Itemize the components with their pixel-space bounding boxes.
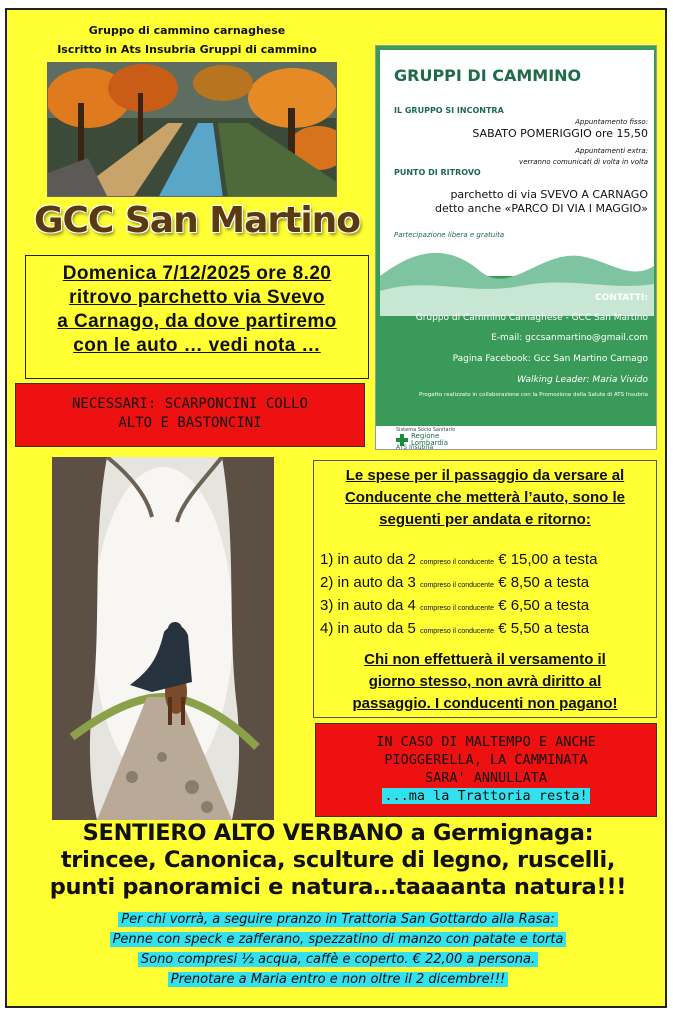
- registered-line: Iscritto in Ats Insubria Gruppi di cammino: [57, 43, 317, 56]
- bad-weather-box: [315, 723, 657, 817]
- costs-heading-2: Conducente che metterà l’auto, sono le: [344, 489, 626, 506]
- lunch-line-1: Per chi vorrà, a seguire pranzo in Trattoria San Gottardo alla Rasa:: [118, 912, 557, 927]
- cost-row: 3) in auto da 4 compreso il conducente € 6,50 a testa: [320, 597, 590, 614]
- meeting-line: ritrovo parchetto via Svevo: [69, 287, 325, 308]
- trattoria-note: ...ma la Trattoria resta!: [384, 788, 588, 804]
- route-headline: SENTIERO ALTO VERBANO a Germignaga: trincee, Canonica, sculture di legno, ruscelli, punti panoramici e natura…taaaanta natura!!!: [49, 820, 627, 900]
- required-line-1: NECESSARI: SCARPONCINI COLLO: [71, 396, 308, 412]
- group-name: Gruppo di cammino carnaghese: [88, 24, 286, 37]
- required-gear-box: [15, 383, 365, 447]
- flyer: [5, 8, 667, 1008]
- fixed-label: Appuntamento fisso:: [575, 118, 648, 126]
- contact-facebook: Pagina Facebook: Gcc San Martino Carnago: [452, 354, 648, 364]
- lunch-info: [7, 910, 669, 990]
- lunch-line-4: Prenotare a Maria entro e non oltre il 2 dicembre!!!: [168, 972, 509, 987]
- rider-in-forest-image: [52, 457, 274, 820]
- location-line: a Carnago, da dove partiremo: [57, 311, 337, 332]
- cost-row: 2) in auto da 3 compreso il conducente € 8,50 a testa: [320, 574, 590, 591]
- costs-heading-1: Le spese per il passaggio da versare al: [345, 467, 625, 484]
- walking-group-poster: [375, 45, 657, 450]
- project-note: Progetto realizzato in collaborazione con la Promozione della Salute di ATS Insubria: [419, 392, 648, 398]
- costs-footer: Chi non effettuerà il versamento il giorno stesso, non avrà diritto al passaggio. I conducenti non pagano!: [352, 651, 618, 712]
- regione-logo: Regione Lombardia: [411, 432, 449, 447]
- meet-label: IL GRUPPO SI INCONTRA: [394, 106, 504, 115]
- cost-row: 1) in auto da 2 compreso il conducente € 15,00 a testa: [320, 551, 598, 568]
- lunch-line-2: Penne con speck e zafferano, spezzatino di manzo con patate e torta: [110, 932, 567, 947]
- cars-line: con le auto … vedi nota …: [73, 335, 321, 356]
- point-line-2: detto anche «PARCO DI VIA I MAGGIO»: [435, 202, 648, 215]
- extra-value: verranno comunicati di volta in volta: [519, 158, 648, 166]
- required-line-2: ALTO E BASTONCINI: [118, 415, 262, 431]
- event-title: GCC San Martino: [33, 200, 361, 241]
- car-costs-box: [313, 460, 657, 718]
- contact-leader: Walking Leader: Maria Vivido: [517, 375, 648, 385]
- contact-email: E-mail: gccsanmartino@gmail.com: [491, 333, 648, 343]
- fixed-value: SABATO POMERIGGIO ore 15,50: [472, 127, 648, 140]
- point-label: PUNTO DI RITROVO: [394, 168, 481, 177]
- cost-row: 4) in auto da 5 compreso il conducente € 5,50 a testa: [320, 620, 590, 637]
- autumn-path-image: [47, 62, 337, 197]
- date-line: Domenica 7/12/2025 ore 8.20: [62, 263, 332, 284]
- poster-footer: [376, 426, 656, 450]
- extra-label: Appuntamenti extra:: [575, 147, 648, 155]
- point-line-1: parchetto di via SVEVO A CARNAGO: [450, 188, 648, 201]
- poster-title: GRUPPI DI CAMMINO: [394, 66, 582, 85]
- weather-line-1: IN CASO DI MALTEMPO E ANCHE: [376, 734, 596, 750]
- date-box: [25, 255, 369, 379]
- weather-line-3: SARA' ANNULLATA: [425, 770, 547, 786]
- lunch-line-3: Sono compresi ½ acqua, caffè e coperto. € 22,00 a persona.: [138, 952, 538, 967]
- contacts-label: CONTATTI:: [595, 293, 648, 303]
- costs-heading-3: seguenti per andata e ritorno:: [379, 511, 591, 528]
- weather-line-2: PIOGGERELLA, LA CAMMINATA: [384, 752, 588, 768]
- sistema-label: Sistema Socio Sanitario: [396, 427, 456, 433]
- contact-group: Gruppo di Cammino Carnaghese - GCC San Martino: [415, 313, 648, 323]
- free-participation: Partecipazione libera e gratuita: [394, 231, 505, 239]
- ats-label: ATS Insubria: [396, 444, 434, 450]
